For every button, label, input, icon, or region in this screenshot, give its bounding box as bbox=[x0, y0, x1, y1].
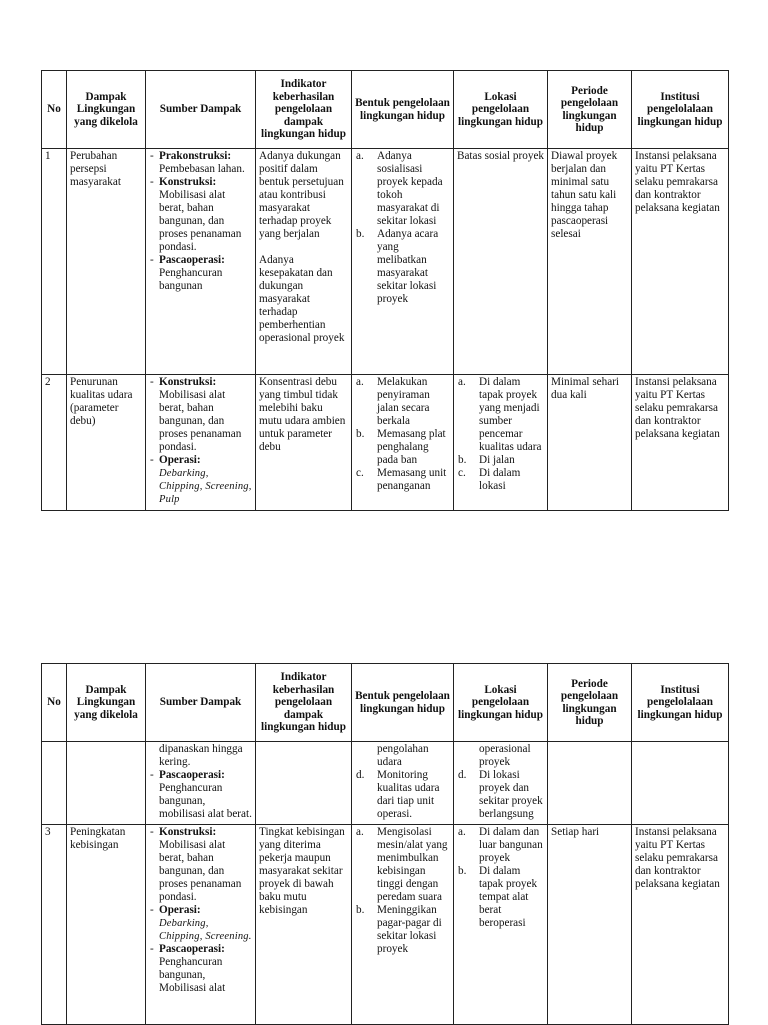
item-marker: a. bbox=[458, 376, 466, 388]
sumber-text: Debarking, Chipping, Screening, Pulp bbox=[159, 468, 252, 505]
lokasi-item bbox=[457, 376, 544, 454]
indikator-text: Adanya kesepakatan dan dukungan masyarakat terhadap pemberhentian operasional proyek bbox=[259, 254, 345, 344]
bentuk-item bbox=[355, 376, 450, 428]
item-marker: c. bbox=[356, 467, 364, 479]
cell-sumber bbox=[146, 149, 256, 375]
cell-bentuk bbox=[352, 375, 454, 511]
table-row bbox=[42, 149, 729, 375]
item-marker: b. bbox=[356, 904, 365, 916]
cell-sumber bbox=[146, 825, 256, 1025]
item-marker: d. bbox=[458, 769, 467, 781]
table-header-row bbox=[42, 664, 729, 742]
cell-lokasi bbox=[454, 825, 548, 1025]
sumber-label: Operasi: bbox=[159, 454, 201, 466]
cell-sumber bbox=[146, 375, 256, 511]
rkl-table-page-2 bbox=[41, 663, 729, 1025]
header-no: No bbox=[42, 664, 67, 742]
sumber-text: Penghancuran bangunan bbox=[159, 267, 223, 292]
lokasi-item bbox=[457, 865, 544, 930]
bentuk-item bbox=[355, 904, 450, 956]
header-institusi: Institusi pengelolalaan lingkungan hidup bbox=[632, 71, 729, 149]
header-lokasi: Lokasi pengelolaan lingkungan hidup bbox=[454, 71, 548, 149]
header-dampak: Dampak Lingkungan yang dikelola bbox=[67, 71, 146, 149]
item-text: Mengisolasi mesin/alat yang menimbulkan kebisingan tinggi dengan peredam suara bbox=[377, 826, 448, 903]
cell-periode: Diawal proyek berjalan dan minimal satu tahun satu kali hingga tahap pascaoperasi selesai bbox=[548, 149, 632, 375]
sumber-item bbox=[149, 769, 252, 821]
item-text: Melakukan penyiraman jalan secara berkala bbox=[377, 376, 430, 427]
header-periode: Periode pengelolaan lingkungan hidup bbox=[548, 664, 632, 742]
cell-dampak bbox=[67, 742, 146, 825]
sumber-text: Pembebasan lahan. bbox=[159, 163, 245, 175]
header-indikator: Indikator keberhasilan pengelolaan dampak lingkungan hidup bbox=[256, 71, 352, 149]
cell-no bbox=[42, 742, 67, 825]
cell-institusi: Instansi pelaksana yaitu PT Kertas selaku pemrakarsa dan kontraktor pelaksana kegiatan bbox=[632, 375, 729, 511]
header-sumber: Sumber Dampak bbox=[146, 664, 256, 742]
rkl-table-page-1 bbox=[41, 70, 729, 511]
sumber-label: Pascaoperasi: bbox=[159, 769, 225, 781]
bentuk-item bbox=[355, 826, 450, 904]
cell-bentuk bbox=[352, 742, 454, 825]
sumber-text: Penghancuran bangunan, mobilisasi alat berat. bbox=[159, 782, 252, 820]
item-marker: d. bbox=[356, 769, 365, 781]
item-text: Di dalam dan luar bangunan proyek bbox=[479, 826, 543, 864]
table-row bbox=[42, 375, 729, 511]
item-text: Di dalam tapak proyek tempat alat berat beroperasi bbox=[479, 865, 538, 929]
sumber-item bbox=[149, 376, 252, 454]
cell-institusi: Instansi pelaksana yaitu PT Kertas selaku pemrakarsa dan kontraktor pelaksana kegiatan bbox=[632, 149, 729, 375]
item-text: Di jalan bbox=[479, 454, 515, 466]
cell-sumber bbox=[146, 742, 256, 825]
item-text: Adanya sosialisasi proyek kepada tokoh masyarakat di sekitar lokasi bbox=[377, 150, 443, 227]
item-marker: b. bbox=[356, 228, 365, 240]
cell-bentuk bbox=[352, 825, 454, 1025]
cell-lokasi bbox=[454, 375, 548, 511]
cell-lokasi bbox=[454, 742, 548, 825]
cell-indikator: Tingkat kebisingan yang diterima pekerja maupun masyarakat sekitar proyek di bawah baku mutu kebisingan bbox=[256, 825, 352, 1025]
item-text: Memasang plat penghalang pada ban bbox=[377, 428, 446, 466]
item-marker: c. bbox=[458, 467, 466, 479]
cell-periode: Setiap hari bbox=[548, 825, 632, 1025]
indikator-text: Adanya dukungan positif dalam bentuk persetujuan atau kontribusi masyarakat terhadap proyek yang berjalan bbox=[259, 150, 344, 240]
bentuk-continuation: pengolahan udara bbox=[377, 743, 429, 768]
sumber-label: Konstruksi: bbox=[159, 176, 217, 188]
lokasi-item bbox=[457, 467, 544, 493]
item-marker: a. bbox=[356, 826, 364, 838]
sumber-text: Debarking, Chipping, Screening. bbox=[159, 918, 252, 942]
header-indikator: Indikator keberhasilan pengelolaan dampak lingkungan hidup bbox=[256, 664, 352, 742]
lokasi-continuation: operasional proyek bbox=[479, 743, 531, 768]
bentuk-item bbox=[355, 428, 450, 467]
item-marker: a. bbox=[356, 376, 364, 388]
sumber-item bbox=[149, 454, 252, 506]
sumber-text: Mobilisasi alat berat, bahan bangunan, dan proses penanaman pondasi. bbox=[159, 189, 242, 253]
item-marker: b. bbox=[458, 454, 467, 466]
sumber-item bbox=[149, 176, 252, 254]
bentuk-item bbox=[355, 769, 450, 821]
bentuk-item bbox=[355, 150, 450, 228]
cell-indikator bbox=[256, 742, 352, 825]
item-text: Monitoring kualitas udara dari tiap unit operasi. bbox=[377, 769, 440, 820]
header-lokasi: Lokasi pengelolaan lingkungan hidup bbox=[454, 664, 548, 742]
cell-periode: Minimal sehari dua kali bbox=[548, 375, 632, 511]
cell-indikator: Konsentrasi debu yang timbul tidak melebihi baku mutu udara ambien untuk parameter debu bbox=[256, 375, 352, 511]
cell-lokasi: Batas sosial proyek bbox=[454, 149, 548, 375]
header-dampak: Dampak Lingkungan yang dikelola bbox=[67, 664, 146, 742]
sumber-label: Operasi: bbox=[159, 904, 201, 916]
item-marker: a. bbox=[458, 826, 466, 838]
header-no: No bbox=[42, 71, 67, 149]
lokasi-item bbox=[457, 769, 544, 821]
cell-institusi bbox=[632, 742, 729, 825]
sumber-continuation: dipanaskan hingga kering. bbox=[159, 743, 243, 768]
cell-dampak: Penurunan kualitas udara (parameter debu) bbox=[67, 375, 146, 511]
sumber-label: Konstruksi: bbox=[159, 826, 217, 838]
cell-indikator bbox=[256, 149, 352, 375]
lokasi-item bbox=[457, 826, 544, 865]
sumber-label: Prakonstruksi: bbox=[159, 150, 232, 162]
sumber-item bbox=[149, 254, 252, 293]
sumber-text: Mobilisasi alat berat, bahan bangunan, dan proses penanaman pondasi. bbox=[159, 839, 242, 903]
cell-dampak: Peningkatan kebisingan bbox=[67, 825, 146, 1025]
item-marker: b. bbox=[356, 428, 365, 440]
sumber-label: Pascaoperasi: bbox=[159, 943, 225, 955]
cell-no: 1 bbox=[42, 149, 67, 375]
bentuk-item bbox=[355, 228, 450, 306]
item-text: Di lokasi proyek dan sekitar proyek berlangsung bbox=[479, 769, 543, 820]
sumber-text: Penghancuran bangunan, Mobilisasi alat bbox=[159, 956, 226, 994]
sumber-item bbox=[149, 826, 252, 904]
item-marker: a. bbox=[356, 150, 364, 162]
item-text: Di dalam tapak proyek yang menjadi sumber pencemar kualitas udara bbox=[479, 376, 542, 453]
header-institusi: Institusi pengelolalaan lingkungan hidup bbox=[632, 664, 729, 742]
sumber-text: Mobilisasi alat berat, bahan bangunan, dan proses penanaman pondasi. bbox=[159, 389, 242, 453]
header-bentuk: Bentuk pengelolaan lingkungan hidup bbox=[352, 71, 454, 149]
item-text: Adanya acara yang melibatkan masyarakat sekitar lokasi proyek bbox=[377, 228, 439, 305]
cell-no: 3 bbox=[42, 825, 67, 1025]
table-row bbox=[42, 825, 729, 1025]
cell-bentuk bbox=[352, 149, 454, 375]
item-text: Di dalam lokasi bbox=[479, 467, 521, 492]
header-sumber: Sumber Dampak bbox=[146, 71, 256, 149]
cell-dampak: Perubahan persepsi masyarakat bbox=[67, 149, 146, 375]
sumber-label: Pascaoperasi: bbox=[159, 254, 225, 266]
item-marker: b. bbox=[458, 865, 467, 877]
header-bentuk: Bentuk pengelolaan lingkungan hidup bbox=[352, 664, 454, 742]
lokasi-item bbox=[457, 454, 544, 467]
cell-institusi: Instansi pelaksana yaitu PT Kertas selaku pemrakarsa dan kontraktor pelaksana kegiatan bbox=[632, 825, 729, 1025]
bentuk-item bbox=[355, 467, 450, 493]
sumber-label: Konstruksi: bbox=[159, 376, 217, 388]
sumber-item bbox=[149, 904, 252, 943]
header-periode: Periode pengelolaan lingkungan hidup bbox=[548, 71, 632, 149]
cell-periode bbox=[548, 742, 632, 825]
sumber-item bbox=[149, 150, 252, 176]
item-text: Meninggikan pagar-pagar di sekitar lokasi proyek bbox=[377, 904, 442, 955]
table-row bbox=[42, 742, 729, 825]
table-header-row bbox=[42, 71, 729, 149]
item-text: Memasang unit penanganan bbox=[377, 467, 447, 492]
sumber-item bbox=[149, 943, 252, 995]
cell-no: 2 bbox=[42, 375, 67, 511]
